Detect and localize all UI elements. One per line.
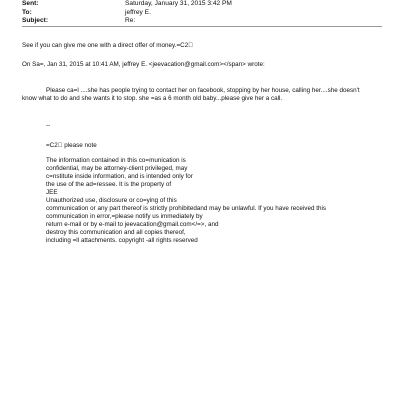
to-label: To: — [22, 9, 32, 16]
signature-separator: -- — [46, 122, 51, 129]
please-note-line: =C2  please note — [46, 142, 97, 149]
quoted-line-2: know what to do and she wants it to stop. she =as a 6 month old baby...please give her a call. — [22, 95, 283, 102]
to-value: jeffrey E. — [125, 9, 151, 16]
disclaimer-line: including =ll attachments. copyright -all rights reserved — [46, 237, 198, 244]
sent-label: Sent: — [22, 0, 39, 7]
disclaimer-line: JEE — [46, 189, 58, 196]
quote-header: On Sa=, Jan 31, 2015 at 10:41 AM, jeffrey E. <jeevacation@gmail.com></span> wrote: — [22, 61, 265, 68]
reply-line: See if you can give me one with a direct offer of money.=C2  — [22, 42, 193, 49]
disclaimer-line: The information contained in this co=munication is — [46, 157, 186, 164]
disclaimer-line: Unauthorized use, disclosure or co=ying of this — [46, 197, 177, 204]
quoted-line-1: Please ca=l ....she has people trying to contact her on facebook, stopping by her house, calling her....she doesn't — [46, 87, 360, 94]
disclaimer-line: communication in error,=please notify us immediately by — [46, 213, 203, 220]
sent-value: Saturday, January 31, 2015 3:42 PM — [125, 0, 232, 7]
subject-value: Re: — [125, 17, 136, 24]
disclaimer-line: destroy this communication and all copies thereof, — [46, 229, 186, 236]
disclaimer-line: communication or any part thereof is strictly prohibitedand may be unlawful. If you have received this — [46, 205, 327, 212]
subject-label: Subject: — [22, 17, 49, 24]
disclaimer-line: confidential, may be attorney-client privileged, may — [46, 165, 188, 172]
disclaimer-line: c=nstitute inside information, and is intended only for — [46, 173, 193, 180]
disclaimer-line: return e-mail or by e-mail to jeevacation@gmail.com</=>, and — [46, 221, 219, 228]
disclaimer-line: the use of the ad=ressee. It is the property of — [46, 181, 172, 188]
header-divider — [22, 26, 382, 27]
